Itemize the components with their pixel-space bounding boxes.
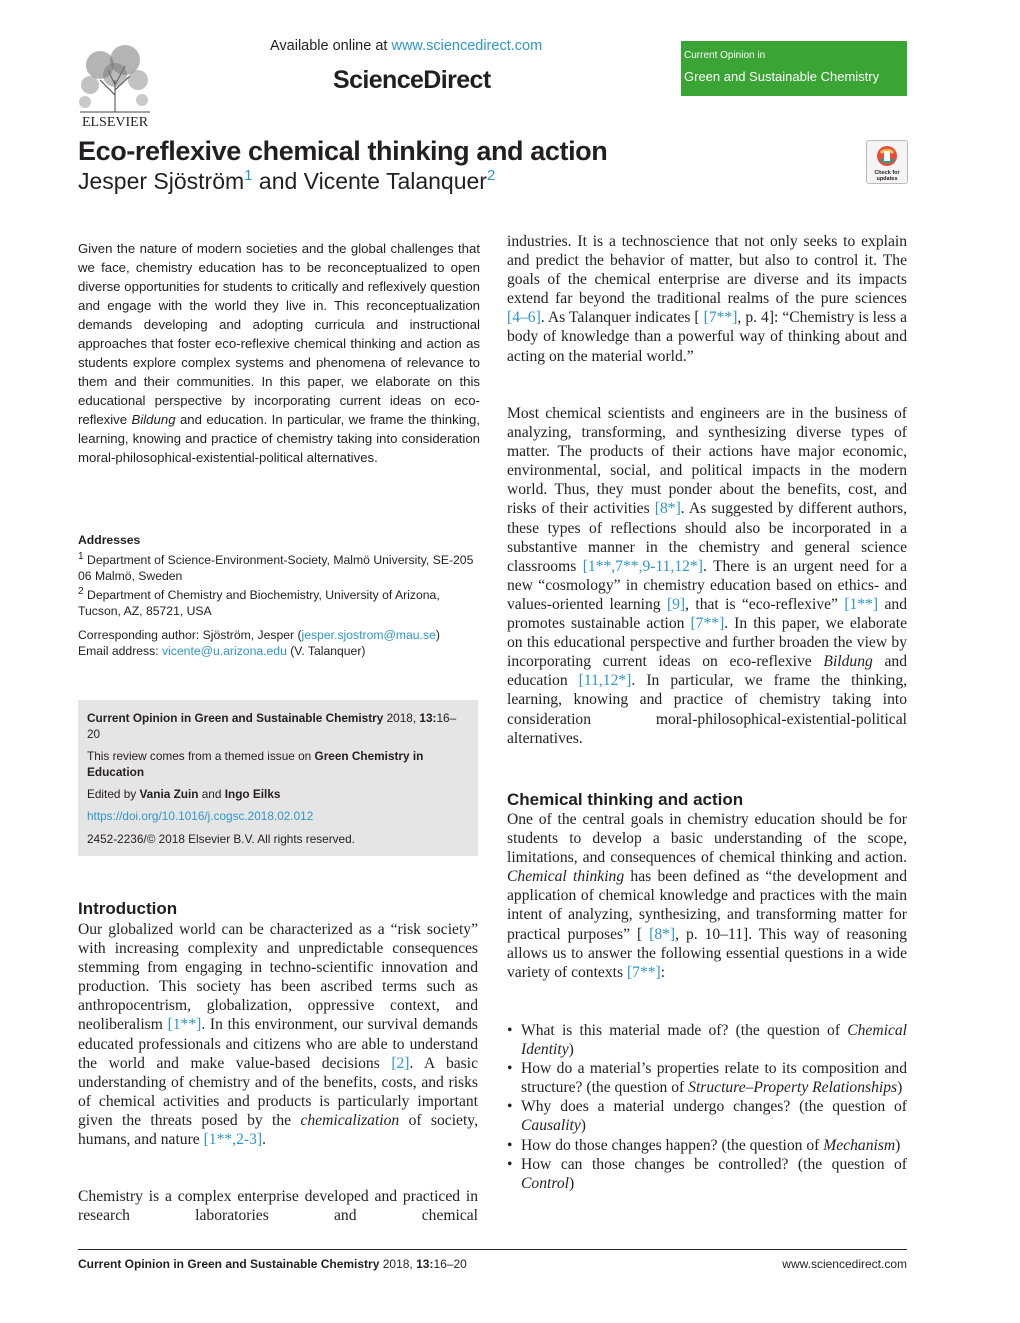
doi [87, 808, 469, 824]
list-item-text: How can those changes be controlled? (the question of [521, 1155, 907, 1173]
address-marker: 1 [78, 551, 84, 562]
citation-link[interactable]: [1**] [844, 595, 879, 613]
citation-link[interactable]: [1**,7**,9-11,12*] [582, 557, 703, 575]
edited-by: Edited by [87, 787, 140, 801]
paragraph-text: . In this paper, we elaborate on this educational perspective and further broaden the view by incorporating current ideas on eco-reflexive [507, 615, 907, 671]
address-marker: 2 [78, 586, 84, 598]
citation-link[interactable]: [7**] [690, 615, 725, 633]
copyright: 2452-2236/© 2018 Elsevier B.V. All rights reserved. [87, 832, 355, 846]
journal-badge [681, 41, 907, 96]
citation-link[interactable]: [9] [666, 595, 686, 613]
email-label: Email address: [78, 644, 162, 658]
paragraph-text: Our globalized world can be characterized as a “risk society” with increasing complexity and unpredictable consequences stemming from engaging in techno-scientific innovation and production. This society has been ascribed terms such as anthropocentrism, globalization, oppressive context, and neoliberalism [78, 921, 478, 1034]
affiliation-marker[interactable]: 2 [486, 167, 496, 184]
editors-and: and [198, 787, 225, 801]
italic-term: Structure–Property Relationships [688, 1079, 898, 1097]
paragraph-text: One of the central goals in chemistry education should be for students to develop a basic understanding of the scope, limitations, and consequences of chemical thinking and action. [507, 811, 907, 867]
available-online [270, 38, 542, 54]
email-link[interactable]: vicente@u.arizona.edu [162, 644, 287, 658]
list-item-text: What is this material made of? (the question of [521, 1022, 848, 1039]
publisher-name: ELSEVIER [81, 115, 149, 130]
list-item [507, 1155, 907, 1193]
introduction-paragraph-2: Chemistry is a complex enterprise developed and practiced in research laboratories and chemical [78, 1188, 478, 1225]
citation-link[interactable]: [2] [391, 1054, 410, 1072]
introduction-heading: Introduction [78, 899, 178, 918]
citation-pages: 16–20 [87, 711, 457, 741]
article-title: Eco-reflexive chemical thinking and action [78, 136, 608, 166]
themed-issue [87, 748, 469, 780]
email-link[interactable]: jesper.sjostrom@mau.se [301, 628, 436, 642]
abstract-text: and education. In particular, we frame the thinking, learning, knowing and practice of chemistry taking into consideration moral-philosophical-existential-political alternatives. [78, 412, 480, 465]
author-name: Vicente Talanquer [303, 168, 487, 194]
address-text: Department of Chemistry and Biochemistry, University of Arizona, Tucson, AZ, 85721, USA [78, 588, 440, 619]
corresponding-label: Corresponding author: Sjöström, Jesper ( [78, 628, 302, 642]
sciencedirect-wordmark: ScienceDirect [333, 66, 491, 94]
italic-term: chemicalization [300, 1111, 400, 1129]
doi-link[interactable]: https://doi.org/10.1016/j.cogsc.2018.02.012 [87, 809, 314, 823]
author-list [78, 167, 495, 195]
corresponding-author [78, 627, 480, 643]
check-updates-label: Check for updates [874, 170, 900, 182]
footer-year: 2018, [379, 1257, 417, 1271]
abstract-text: Given the nature of modern societies and the global challenges that we face, chemistry education has to be reconceptualized to open diverse opportunities for students to critically and reflexively question and engage with the world they live in. This reconceptualization demands developing and adopting curricula and instructional approaches that foster eco-reflexive chemical thinking and action as students explore complex systems and phenomena of relevance to them and their communities. In this paper, we elaborate on this educational perspective by incorporating current ideas on eco-reflexive [78, 241, 480, 427]
footer-citation [78, 1257, 467, 1271]
abstract-italic: Bildung [131, 412, 176, 427]
list-item-end: ) [568, 1041, 574, 1059]
paragraph-text: has been defined as “the development and application of chemical knowledge and practices with the main intent of analyzing, synthesizing, and transforming matter for practical purposes” [ [507, 868, 907, 943]
corresponding-label-end: ) [435, 628, 440, 642]
paragraph-text: Most chemical scientists and engineers are in the business of analyzing, transforming, and synthesizing diverse types of matter. The products of their actions have major economic, environmental, social, and political impacts in the modern world. Thus, they must ponder about the benefits, cost, and risks of their activities [507, 405, 907, 518]
footer-journal: Current Opinion in Green and Sustainable Chemistry [78, 1257, 380, 1271]
paragraph-text: : [660, 963, 666, 981]
themed-topic: Green Chemistry in Education [87, 749, 424, 779]
italic-term: Chemical Identity [521, 1022, 907, 1059]
affiliation-marker[interactable]: 1 [244, 167, 253, 184]
list-item-text: How do a material’s properties relate to its composition and structure? (the question of [521, 1060, 907, 1097]
list-item-end: ) [895, 1136, 901, 1154]
paragraph-text: . As Talanquer indicates [ [540, 309, 704, 327]
journal-badge-line1: Current Opinion in [684, 50, 766, 61]
italic-term: Mechanism [823, 1136, 896, 1154]
elsevier-tree-icon [70, 40, 160, 130]
addresses-heading: Addresses [78, 533, 141, 547]
citation-link[interactable]: [4–6] [507, 309, 541, 327]
address-text: Department of Science-Environment-Society, Malmö University, SE-205 06 Malmö, Sweden [78, 553, 474, 584]
citation-link[interactable]: [1**] [167, 1016, 202, 1034]
list-item-text: Why does a material undergo changes? (the question of [521, 1098, 907, 1116]
editor-name: Ingo Eilks [224, 787, 281, 801]
list-item-end: ) [568, 1174, 575, 1192]
citation-year: 2018, [383, 711, 417, 725]
list-item [507, 1059, 907, 1097]
paragraph-text: , that is “eco-reflexive” [685, 595, 845, 613]
list-item-end: ) [897, 1079, 903, 1097]
footer-website[interactable]: www.sciencedirect.com [782, 1257, 907, 1271]
check-for-updates-button[interactable] [866, 140, 908, 184]
italic-term: Bildung [823, 653, 873, 671]
footer-volume: 13: [416, 1257, 434, 1271]
body-paragraph [507, 404, 907, 748]
paragraph-text: . As suggested by different authors, these types of reflections should also be incorporated in a substantive manner in the chemistry and general science classrooms [507, 500, 907, 575]
correspondence [78, 627, 480, 659]
address-1 [78, 549, 480, 584]
paragraph-text: , p. 10–11]. This way of reasoning allows us to answer the following essential questions in a wide variety of contexts [507, 925, 908, 981]
editor-name: Vania Zuin [139, 787, 199, 801]
abstract [78, 239, 480, 467]
body-paragraph [507, 232, 907, 366]
citation-link[interactable]: [7**] [626, 963, 661, 981]
list-item [507, 1021, 907, 1059]
editors [87, 786, 469, 802]
paragraph-text: . There is an urgent need for a new “cosmology” in chemistry education based on ethics- and values-oriented learning [507, 557, 907, 613]
paragraph-text: industries. It is a technoscience that not only seeks to explain and predict the behavior of matter, but also to control it. The goals of the chemical enterprise are diverse and its impacts extend far beyond the traditional realms of the pure sciences [507, 233, 907, 308]
citation-link[interactable]: [7**] [703, 309, 738, 327]
citation-volume: 13: [419, 711, 437, 725]
citation [87, 710, 469, 742]
question-list [507, 1021, 907, 1193]
email-suffix: (V. Talanquer) [286, 644, 366, 658]
paragraph-text: and promotes sustainable action [507, 595, 908, 633]
italic-term: Causality [521, 1117, 581, 1135]
list-item [507, 1136, 907, 1155]
footer-divider [78, 1249, 907, 1250]
citation-link[interactable]: [8*] [649, 925, 676, 943]
introduction-paragraph [78, 920, 478, 1149]
italic-term: Control [521, 1174, 569, 1192]
citation-link[interactable]: [8*] [654, 500, 681, 518]
citation-journal: Current Opinion in Green and Sustainable Chemistry [87, 711, 384, 725]
sciencedirect-link[interactable]: www.sciencedirect.com [391, 38, 543, 54]
citation-link[interactable]: [1**,2-3] [203, 1131, 263, 1149]
citation-link[interactable]: [11,12*] [578, 672, 632, 690]
paragraph-text: and education [507, 653, 908, 690]
addresses [78, 532, 480, 619]
section-heading: Chemical thinking and action [507, 790, 744, 809]
paragraph-text: , p. 4]: “Chemistry is less a body of knowledge than a powerful way of thinking about and acting on the material world.” [507, 309, 907, 365]
elsevier-logo [70, 40, 160, 130]
body-paragraph [507, 810, 907, 982]
paragraph-text: of society, humans, and nature [78, 1111, 478, 1149]
themed-prefix: This review comes from a themed issue on [87, 749, 315, 763]
author-name: Jesper Sjöström [78, 168, 245, 194]
paragraph-text: . [262, 1131, 266, 1149]
address-2 [78, 584, 480, 619]
paragraph-text: . In this environment, our survival demands educated professionals and citizens who are able to understand the world and make value-based decisions [78, 1016, 478, 1072]
journal-badge-line2: Green and Sustainable Chemistry [684, 69, 880, 84]
list-item-text: How do those changes happen? (the question of [521, 1136, 824, 1154]
paragraph-text: . A basic understanding of chemistry and of the benefits, costs, and risks of chemical activities and products is particularly important given the threats posed by the [78, 1054, 479, 1129]
paragraph-text: . In particular, we frame the thinking, learning, knowing and practice of chemistry taking into consideration moral-philosophical-existential-political alternatives. [507, 672, 908, 747]
article-info-box [78, 700, 478, 856]
author-separator: and [252, 168, 304, 194]
list-item-end: ) [580, 1117, 586, 1135]
list-item [507, 1097, 907, 1135]
footer-pages: 16–20 [433, 1257, 467, 1271]
email-address [78, 643, 480, 659]
available-prefix: Available online at [270, 38, 392, 54]
italic-term: Chemical thinking [507, 868, 625, 886]
